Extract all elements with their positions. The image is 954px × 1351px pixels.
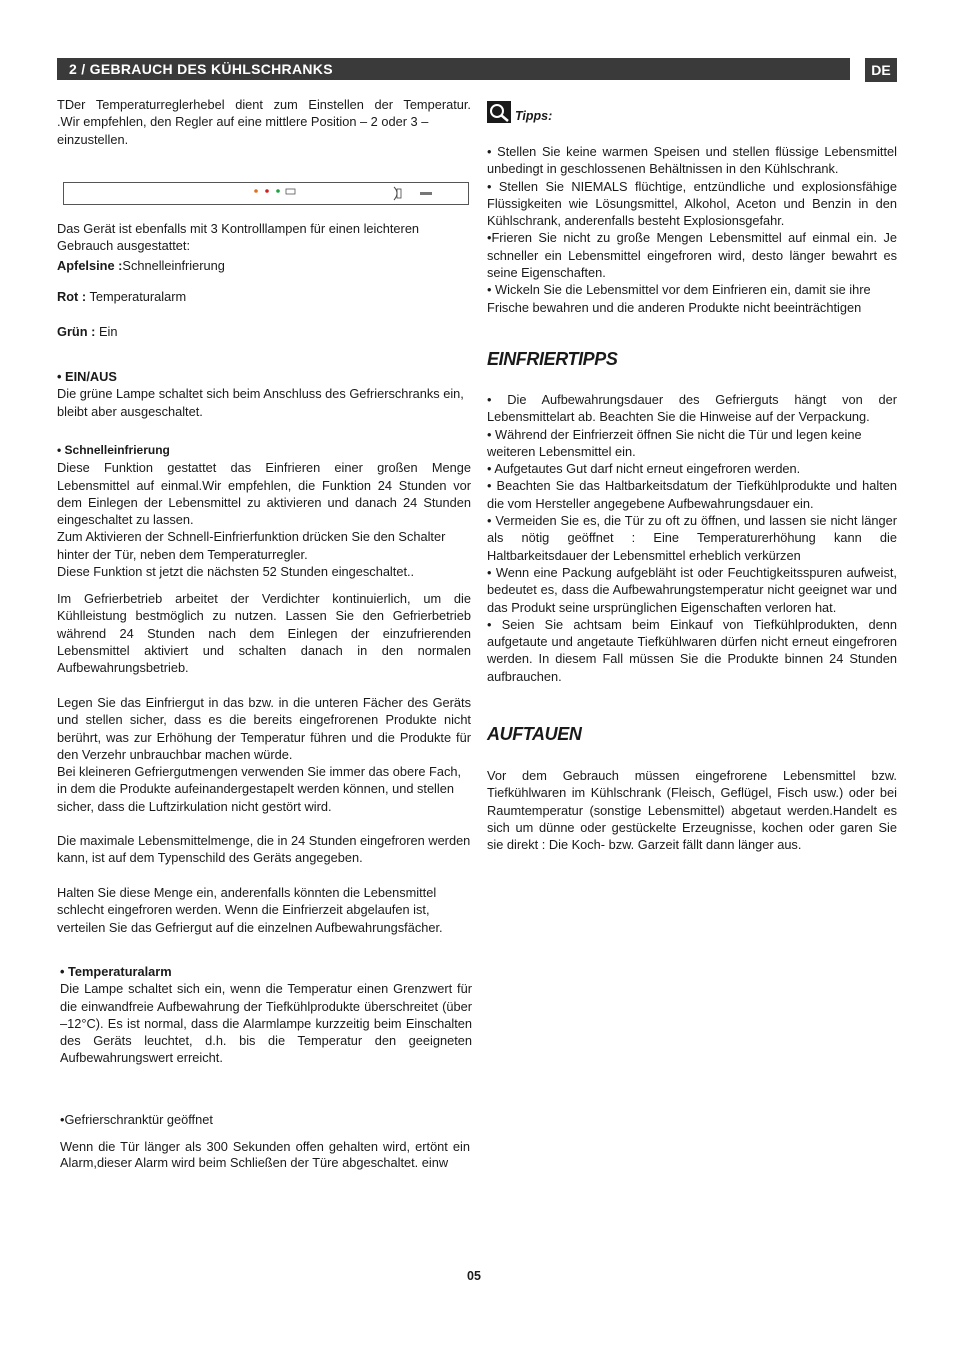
lamp-red-label: Rot :: [57, 288, 87, 304]
halten-block: [57, 884, 471, 936]
red-lamp-icon: [265, 189, 269, 193]
tipps-item: • Wickeln Sie die Lebensmittel vor dem Einfrieren ein, damit sie ihre Frische bewahren und die anderen Produkte nicht beeinträchtigen: [487, 282, 871, 315]
door-paragraph: Wenn die Tür länger als 300 Sekunden offen gehalten wird, ertönt ein Alarm,dieser Alarm wird beim Schließen der Türe abgeschaltet. einw: [60, 1139, 470, 1170]
legen-p1: Legen Sie das Einfriergut in das bzw. in die unteren Fächer des Geräts und stellen sicher, dass es die bereits eingefrorenen Produkte nicht berührt, was zur Erhöhung der Temperatur führen und die Produkte für den Verzehr unbrauchbar machen würde.: [57, 695, 471, 762]
einfrier-item: • Beachten Sie das Haltbarkeitsdatum der Tiefkühlprodukte und halten die vom Hersteller angegebene Aufbewahrungsdauer ein.: [487, 478, 897, 511]
alarm-heading: • Temperaturalarm: [60, 964, 172, 979]
lamp-red-text: Temperaturalarm: [86, 288, 187, 304]
einfrier-item: • Wenn eine Packung aufgebläht ist oder Feuchtigkeitsspuren aufweist, bedeutet es, dass die Aufbewahrungstemperatur nicht geeignet war und das Produkt seine ursprünglichen Eigenschaften verloren hat.: [487, 564, 897, 615]
schnell-heading: • Schnelleinfrierung: [57, 443, 170, 457]
schnell-block: [57, 442, 471, 580]
lamp-green-text: Ein: [95, 324, 118, 340]
tipps-item: •Frieren Sie nicht zu große Mengen Lebensmittel auf einmal ein. Je schneller ein Lebensmittel eingefroren wird, desto länger bewahrt es seine Eigenschaften.: [487, 230, 897, 281]
einaus-text: Die grüne Lampe schaltet sich beim Anschluss des Gefrierschranks ein, bleibt aber ausgeschaltet.: [57, 386, 464, 419]
lamps-intro: Das Gerät ist ebenfalls mit 3 Kontrolllampen für einen leichteren Gebrauch ausgestattet:: [57, 221, 420, 254]
lamp-green-label: Grün :: [57, 324, 96, 340]
gefrier-block: [57, 590, 471, 676]
tipps-label: Tipps:: [515, 109, 553, 123]
tipps-item: • Stellen Sie keine warmen Speisen und stellen flüssige Lebensmittel unbedingt in geschlossenen Behältnissen in den Kühlschrank.: [487, 144, 897, 177]
legen-p2: Bei kleineren Gefriergutmengen verwenden Sie immer das obere Fach, in dem die Produkte aufeinandergestapelt werden können, und stellen sicher, dass die Luftzirkulation nicht gestört wird.: [57, 764, 462, 814]
orange-lamp-icon: [254, 189, 258, 193]
alarm-block: [60, 963, 472, 1067]
einfrier-list: [487, 391, 897, 685]
einaus-block: [57, 368, 471, 420]
gefrier-paragraph: Im Gefrierbetrieb arbeitet der Verdichter kontinuierlich, um die Kühlleistung bestmöglich zu nutzen. Lassen Sie den Gefrierbetrieb während 24 Stunden nach dem Einlegen der einzufrierenden Lebensmittel aktiviert und schalten danach in den normalen Aufbewahrungsbetrieb.: [57, 591, 471, 676]
indicator-icon: [420, 192, 432, 195]
lamp-orange-label: Apfelsine :: [57, 257, 123, 273]
thermostat-icon: [394, 187, 397, 200]
auftauen-block: [487, 767, 897, 853]
einfrier-item: • Vermeiden Sie es, die Tür zu oft zu öffnen, und lassen sie nicht länger als nötig geöffnet : Eine Temperaturerhöhung kann die Haltbarkeitsdauer der Lebensmittel erheblich verkürzen: [487, 513, 897, 563]
intro-line-1: TDer Temperaturreglerhebel dient zum Einstellen der Temperatur.: [57, 97, 471, 112]
green-lamp-icon: [276, 189, 280, 193]
alarm-paragraph: Die Lampe schaltet sich ein, wenn die Temperatur einen Grenzwert für die einwandfreie Aufbewahrung der Tiefkühlprodukte überschreitet (über –12°C). Es ist normal, dass die Alarmlampe kurzzeitig beim Einschalten des Geräts leuchtet, d.h. bis die Temperatur den geeigneten Aufbewahrungswert erreicht.: [60, 981, 472, 1066]
einfrier-heading: EINFRIERTIPPS: [487, 349, 618, 369]
language-badge: DE: [865, 58, 897, 82]
einfrier-item: • Die Aufbewahrungsdauer des Gefrierguts hängt von der Lebensmittelart ab. Beachten Sie die Hinweise auf der Verpackung.: [487, 392, 897, 425]
switch-icon: [286, 189, 295, 194]
lamps-block: [57, 220, 471, 340]
tipps-icon: [487, 101, 511, 123]
control-panel-illustration: [63, 182, 469, 205]
intro-line-2: .Wir empfehlen, den Regler auf eine mittlere Position – 2 oder 3 – einzustellen.: [57, 114, 429, 147]
tipps-list: [487, 143, 897, 316]
page-number: 05: [467, 1269, 481, 1283]
max-block: [57, 832, 471, 867]
einfrier-item: • Aufgetautes Gut darf nicht erneut eingefroren werden.: [487, 461, 801, 477]
lamp-orange-text: Schnelleinfrierung: [122, 257, 225, 273]
schnell-p1: Diese Funktion gestattet das Einfrieren einer großen Menge Lebensmittel auf einmal.Wir empfehlen, die Funktion 24 Stunden vor dem Einlegen der Lebensmittel zu aktivieren und danach 24 Stunden eingeschaltet zu lassen.: [57, 460, 471, 528]
einaus-heading: • EIN/AUS: [57, 369, 117, 384]
intro-block: [57, 96, 471, 148]
halten-paragraph: Halten Sie diese Menge ein, anderenfalls könnten die Lebensmittel schlecht eingefroren werden. Wenn die Einfrierzeit abgelaufen ist, verteilen Sie das Gefriergut auf die einzelnen Aufbewahrungsfächer.: [57, 885, 443, 935]
einfrier-item: • Während der Einfrierzeit öffnen Sie nicht die Tür und legen keine weiteren Lebensmittel ein.: [487, 426, 862, 459]
legen-block: [57, 694, 471, 815]
door-block: [60, 1111, 470, 1170]
tipps-item: • Stellen Sie NIEMALS flüchtige, entzündliche und explosionsfähige Flüssigkeiten wie Lösungsmittel, Alkohol, Aceton und Benzin in den Kühlschrank, anderenfalls besteht Explosionsgefahr.: [487, 178, 897, 229]
schnell-p3: Diese Funktion st jetzt die nächsten 52 Stunden eingeschaltet..: [57, 564, 415, 580]
einfrier-item: • Seien Sie achtsam beim Einkauf von Tiefkühlprodukten, denn aufgetaute und angetaute Tiefkühlwaren dürfen nicht erneut eingefroren werden. In diesem Fall müssen Sie die Produkte binnen 24 Stunden aufbrauchen.: [487, 616, 897, 684]
control-panel-icon: [64, 183, 468, 204]
section-header: 2 / GEBRAUCH DES KÜHLSCHRANKS: [57, 58, 850, 80]
auftauen-paragraph: Vor dem Gebrauch müssen eingefrorene Lebensmittel bzw. Tiefkühlwaren im Kühlschrank (Fleisch, Geflügel, Fisch usw.) oder bei Raumtemperatur (sonstige Lebensmittel) abgetaut werden.Handelt es sich um dünne oder gestückelte Erzeugnisse, kochen oder garen Sie sie direkt : Die Koch- bzw. Garzeit fällt dann länger aus.: [487, 768, 897, 853]
schnell-p2: Zum Aktivieren der Schnell-Einfrierfunktion drücken Sie den Schalter hinter der Tür, neben dem Temperaturregler.: [57, 529, 446, 562]
max-paragraph: Die maximale Lebensmittelmenge, die in 24 Stunden eingefroren werden kann, ist auf dem Typenschild des Geräts angegeben.: [57, 833, 471, 866]
auftauen-heading: AUFTAUEN: [487, 724, 582, 744]
door-heading: •Gefrierschranktür geöffnet: [60, 1112, 213, 1127]
